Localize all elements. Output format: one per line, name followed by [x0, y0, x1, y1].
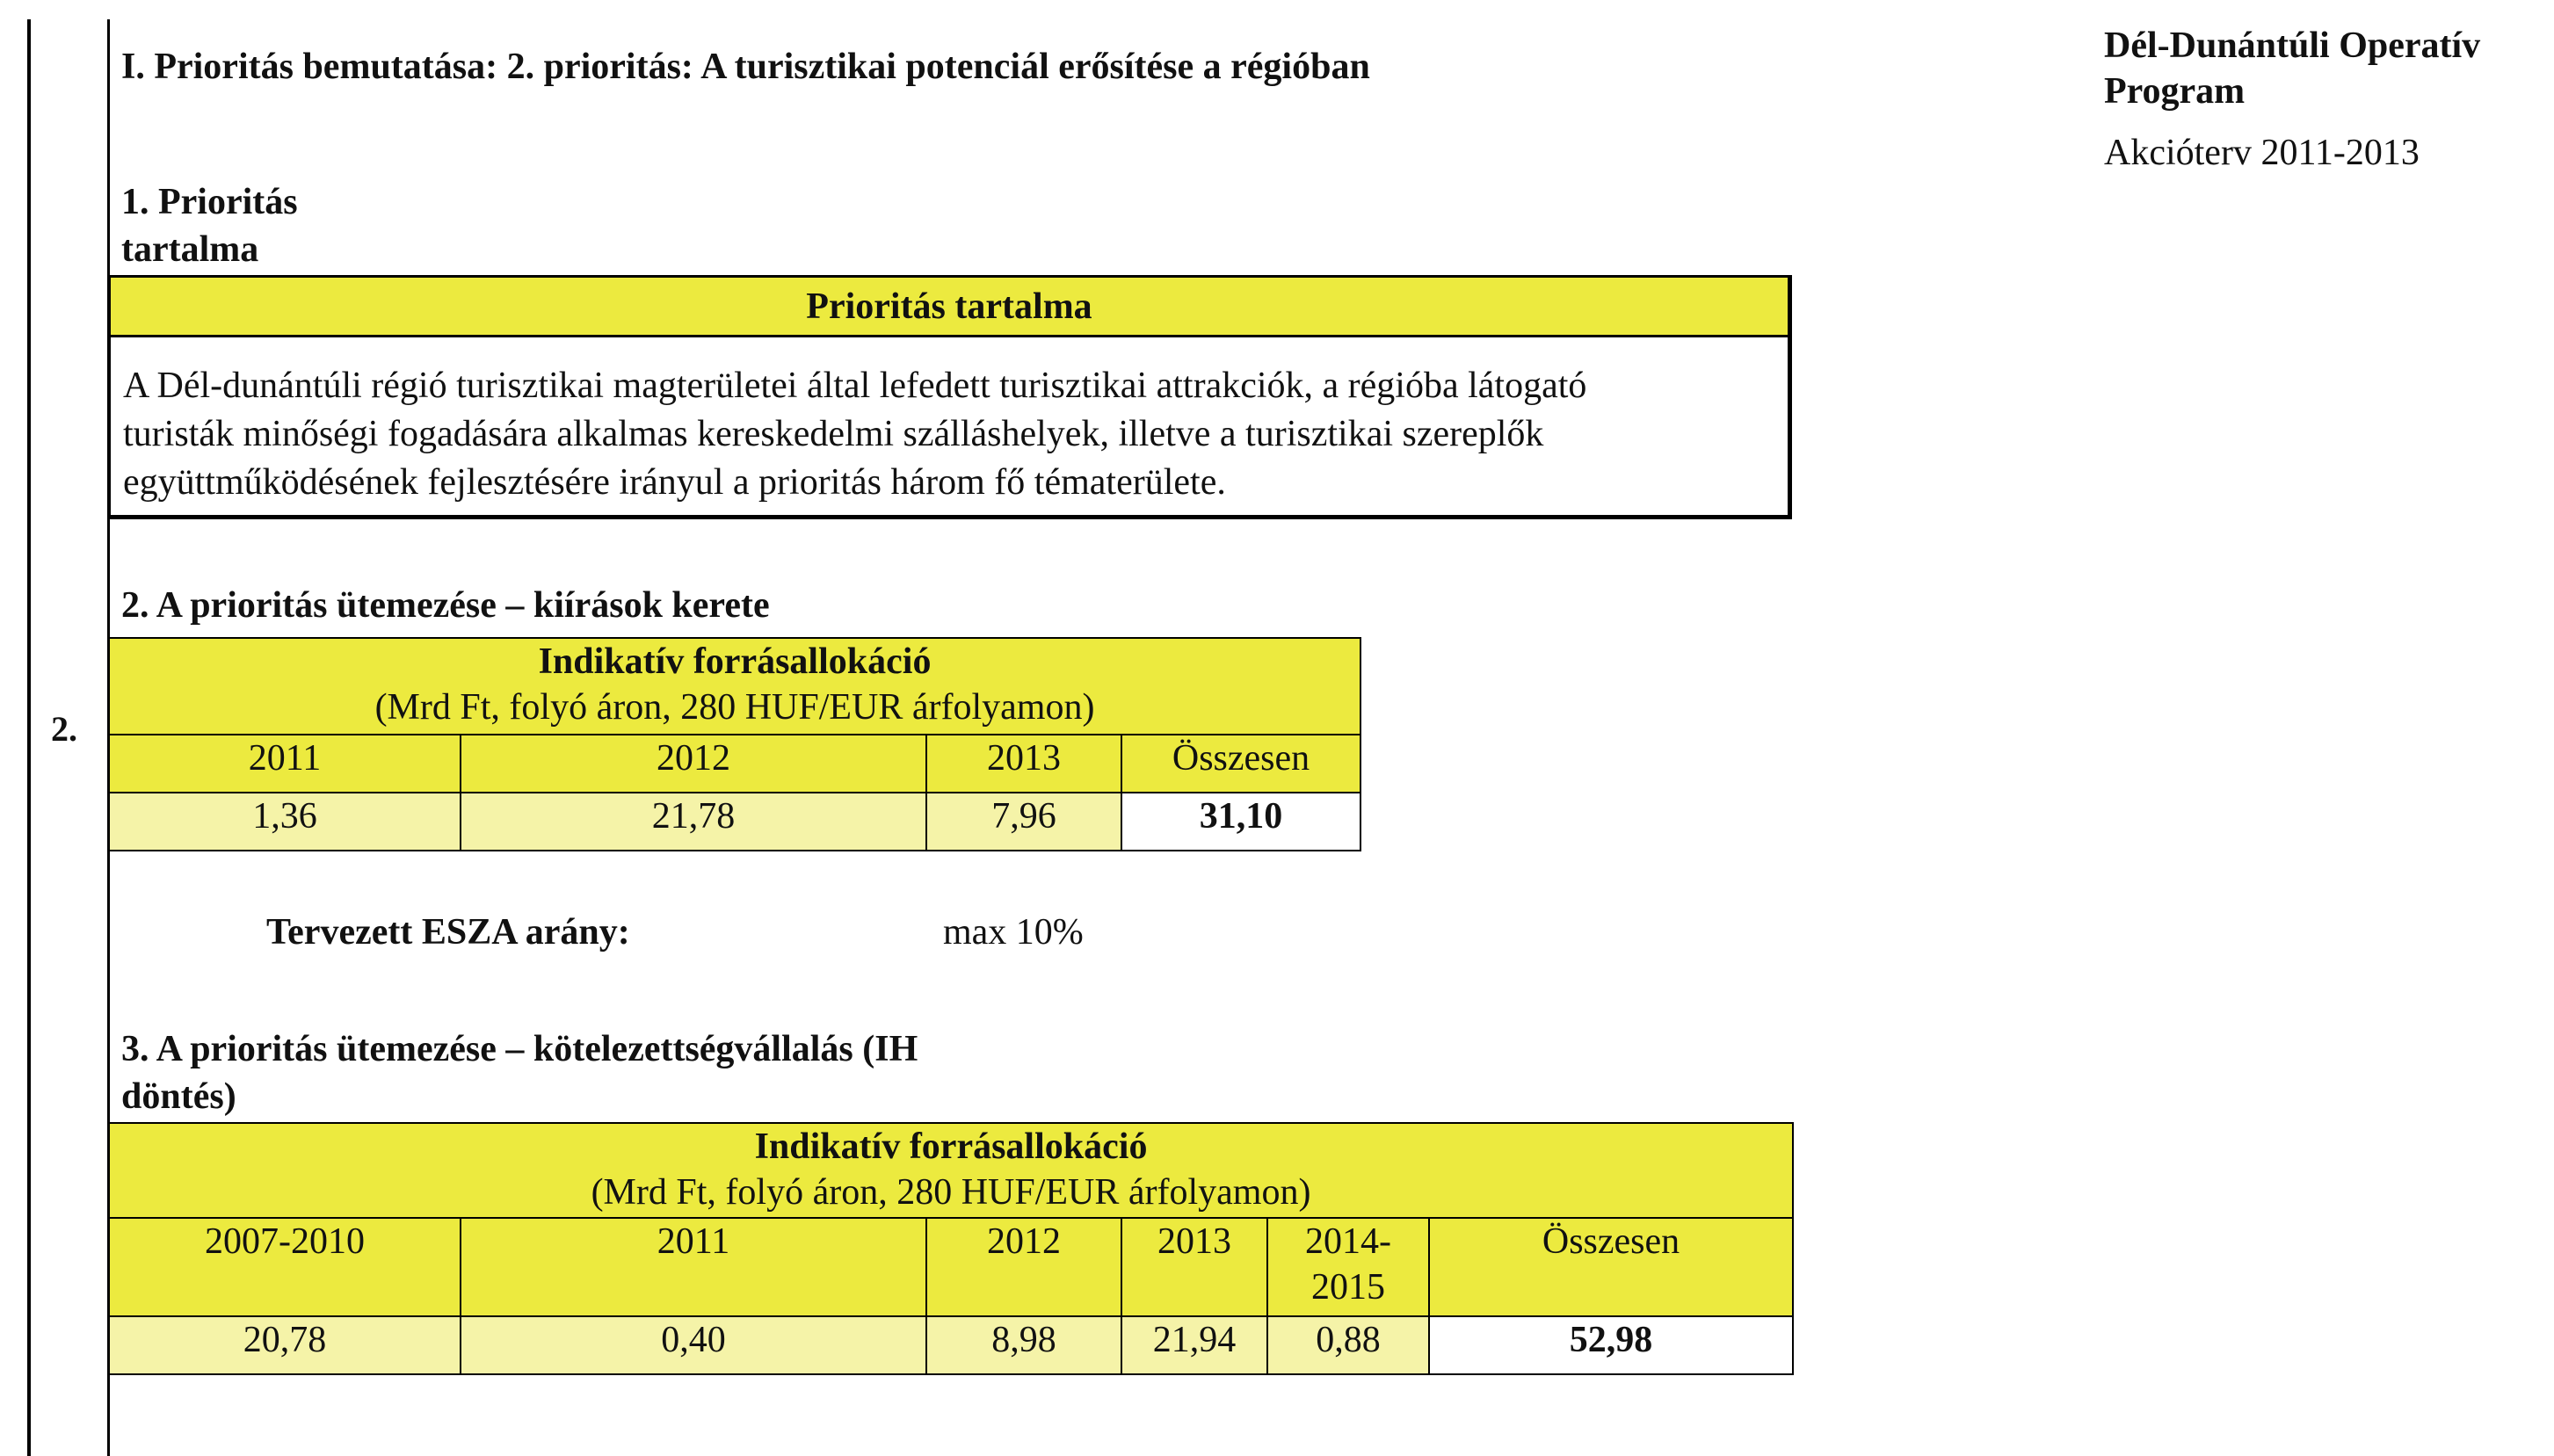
section3-heading-line2: döntés) — [121, 1076, 236, 1117]
column-header: 2013 — [1121, 1218, 1267, 1316]
content-text-line2: turisták minőségi fogadására alkalmas kereskedelmi szálláshelyek, illetve a turisztikai szereplők — [123, 414, 1544, 454]
page-title: I. Prioritás bemutatása: 2. prioritás: A turisztikai potenciál erősítése a régióban — [121, 47, 1370, 87]
value-cell: 1,36 — [109, 793, 461, 851]
commitment-allocation-table — [108, 1122, 1794, 1375]
content-text-line3: együttműködésének fejlesztésére irányul a prioritás három fő tématerülete. — [123, 462, 1226, 503]
column-header-line1: 2014- — [1305, 1221, 1391, 1262]
esza-value: max 10% — [943, 912, 1084, 953]
column-header: Összesen — [1429, 1218, 1793, 1316]
value-cell: 21,94 — [1121, 1316, 1267, 1374]
esza-label: Tervezett ESZA arány: — [266, 912, 630, 953]
left-border-line — [27, 19, 31, 1456]
document-header — [2104, 23, 2480, 176]
section1-heading-line1: 1. Prioritás — [121, 182, 298, 222]
table-subtitle: (Mrd Ft, folyó áron, 280 HUF/EUR árfolyamon) — [374, 687, 1095, 728]
content-text-line1: A Dél-dunántúli régió turisztikai magterületei által lefedett turisztikai attrakciók, a régióba látogató — [123, 366, 1587, 406]
table-title: Indikatív forrásallokáció — [538, 641, 932, 682]
priority-content-title: Prioritás tartalma — [111, 278, 1788, 337]
column-header-line2: 2015 — [1311, 1267, 1385, 1308]
value-cell: 0,88 — [1267, 1316, 1429, 1374]
value-cell: 0,40 — [461, 1316, 926, 1374]
section3-heading-line1: 3. A prioritás ütemezése – kötelezettségvállalás (IH — [121, 1029, 918, 1069]
table-title-cell — [109, 638, 1360, 735]
section1-heading-line2: tartalma — [121, 229, 259, 270]
section2-heading: 2. A prioritás ütemezése – kiírások kerete — [121, 585, 770, 626]
table-subtitle: (Mrd Ft, folyó áron, 280 HUF/EUR árfolyamon) — [591, 1172, 1311, 1213]
value-cell: 8,98 — [926, 1316, 1121, 1374]
column-header: 2011 — [461, 1218, 926, 1316]
section1-heading — [121, 178, 298, 273]
column-header: 2012 — [461, 735, 926, 793]
call-allocation-table — [108, 637, 1361, 851]
total-cell: 52,98 — [1429, 1316, 1793, 1374]
column-header: 2012 — [926, 1218, 1121, 1316]
column-header-2014-2015 — [1267, 1218, 1429, 1316]
section3-heading — [121, 1025, 918, 1120]
program-name-line2: Program — [2104, 71, 2246, 112]
column-header: Összesen — [1121, 735, 1360, 793]
total-cell: 31,10 — [1121, 793, 1360, 851]
column-header: 2013 — [926, 735, 1121, 793]
priority-content-box — [108, 275, 1792, 519]
value-cell: 21,78 — [461, 793, 926, 851]
table-title-cell — [109, 1123, 1793, 1218]
table-title: Indikatív forrásallokáció — [754, 1126, 1148, 1167]
action-plan-label: Akcióterv 2011-2013 — [2104, 133, 2420, 173]
column-header: 2011 — [109, 735, 461, 793]
column-header: 2007-2010 — [109, 1218, 461, 1316]
priority-number: 2. — [51, 709, 77, 749]
priority-content-text — [111, 337, 1788, 507]
program-name-line1: Dél-Dunántúli Operatív — [2104, 25, 2481, 66]
value-cell: 20,78 — [109, 1316, 461, 1374]
value-cell: 7,96 — [926, 793, 1121, 851]
